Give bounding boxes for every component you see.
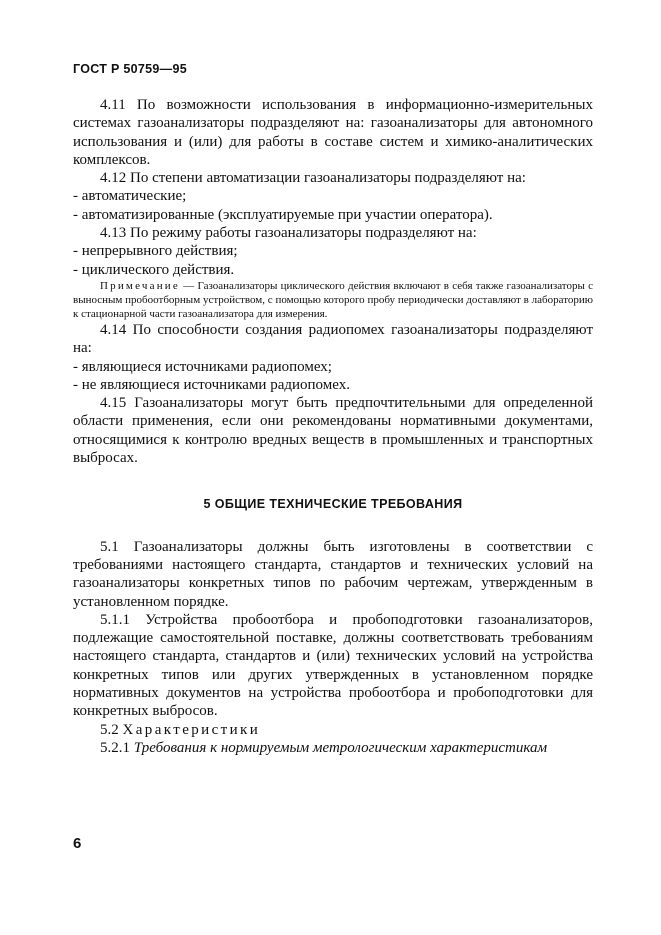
clause-5-2-title: Характеристики xyxy=(122,721,261,738)
clause-number: 5.2.1 xyxy=(100,739,130,756)
clause-5-1: 5.1 Газоанализаторы должны быть изготовлены в соответствии с требованиями настоящего стандарта, стандартов и технических условий на газоанализаторы конкретных типов по рабочим чертежам, утвержденным в установленном порядке. xyxy=(73,538,593,610)
note-label: Примечание xyxy=(100,279,180,292)
clause-4-12: 4.12 По степени автоматизации газоанализаторы подразделяют на: xyxy=(100,170,526,187)
document-body xyxy=(73,96,593,757)
section-5-title: 5 ОБЩИЕ ТЕХНИЧЕСКИЕ ТРЕБОВАНИЯ xyxy=(203,497,463,512)
list-item: - автоматические; xyxy=(73,188,187,205)
clause-5-2-1 xyxy=(73,739,593,757)
list-item: - циклического действия. xyxy=(73,261,235,278)
clause-4-11: 4.11 По возможности использования в информационно-измерительных системах газоанализаторы подразделяют на: газоанализаторы для автономного использования и (или) для работы в составе систем и химико-аналитических комплексов. xyxy=(73,97,593,168)
list-item: - автоматизированные (эксплуатируемые при участии оператора). xyxy=(73,206,493,223)
clause-4-14: 4.14 По способности создания радиопомех газоанализаторы подразделяют на: xyxy=(73,321,593,357)
note-block xyxy=(73,279,593,321)
clause-5-2 xyxy=(73,721,593,739)
list-item: - не являющиеся источниками радиопомех. xyxy=(73,376,350,393)
clause-4-13: 4.13 По режиму работы газоанализаторы подразделяют на: xyxy=(100,225,477,242)
clause-5-1-1: 5.1.1 Устройства пробоотбора и пробоподготовки газоанализаторов, подлежащие самостоятельной поставке, должны соответствовать требованиям настоящего стандарта, стандартов и (или) технических условий на устройства конкретных типов или других утвержденных в установленном порядке нормативных документов на устройства пробоотбора и пробоподготовки для конкретных выбросов. xyxy=(73,611,593,720)
standard-header: ГОСТ Р 50759—95 xyxy=(73,62,187,76)
list-item: - непрерывного действия; xyxy=(73,243,238,260)
clause-5-2-1-title: Требования к нормируемым метрологическим характеристикам xyxy=(133,739,548,756)
clause-number: 5.2 xyxy=(100,721,119,738)
clause-4-15: 4.15 Газоанализаторы могут быть предпочтительными для определенной области применения, если они рекомендованы нормативными документами, относящимися к контролю вредных веществ в промышленных и транспортных выбросах. xyxy=(73,395,593,467)
page-number: 6 xyxy=(73,835,82,852)
note-text: — Газоанализаторы циклического действия включают в себя также газоанализаторы с выносным пробоотборным устройством, с помощью которого пробу периодически доставляют в лабораторию к стационарной части газоанализатора для измерения. xyxy=(73,279,593,320)
list-item: - являющиеся источниками радиопомех; xyxy=(73,358,332,375)
